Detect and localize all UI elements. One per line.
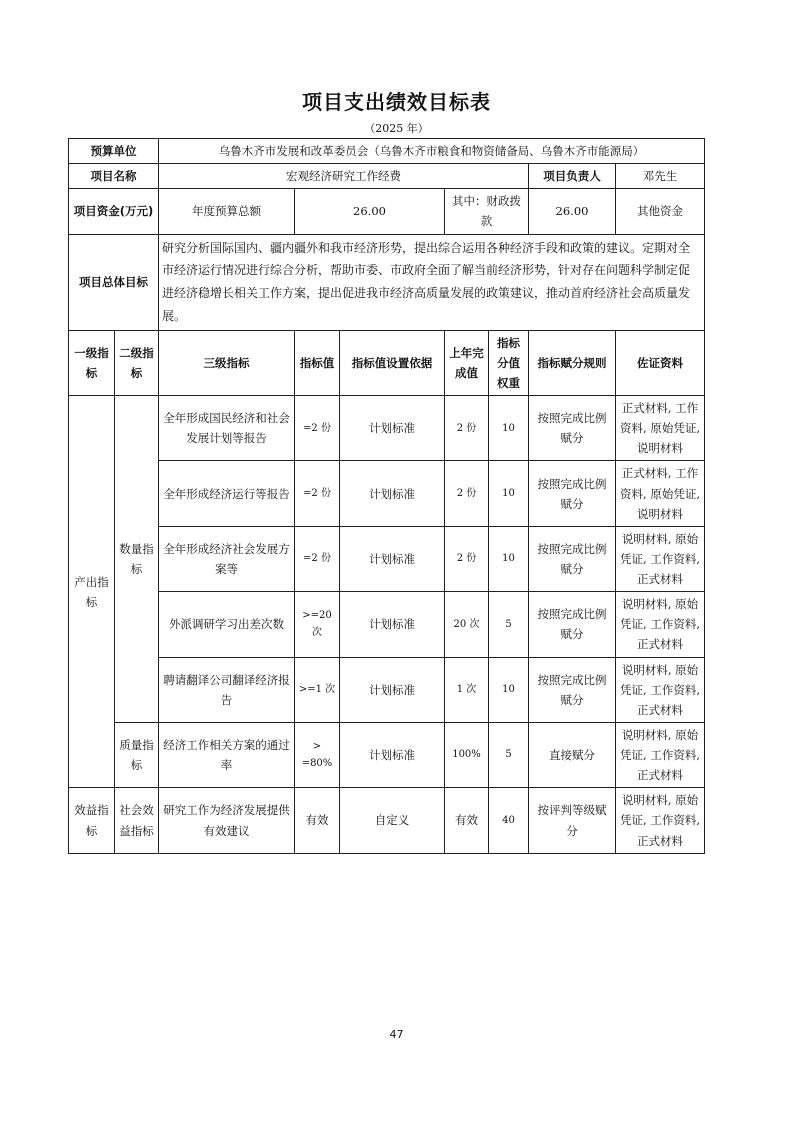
- header-rule: 指标赋分规则: [529, 330, 616, 395]
- indicator-basis: 自定义: [340, 788, 445, 853]
- performance-target-table: [68, 138, 705, 854]
- project-value: 宏观经济研究工作经费: [159, 164, 529, 189]
- indicator-evidence: 说明材料, 原始凭证, 工作资料, 正式材料: [616, 592, 705, 657]
- indicator-value: >=1 次: [295, 657, 340, 722]
- header-level1: 一级指标: [69, 330, 115, 395]
- indicator-weight: 5: [489, 722, 529, 787]
- indicator-evidence: 正式材料, 工作资料, 原始凭证, 说明材料: [616, 461, 705, 526]
- table-row: [69, 657, 705, 722]
- indicator-value: > =80%: [295, 722, 340, 787]
- indicator-value: =2 份: [295, 461, 340, 526]
- indicator-basis: 计划标准: [340, 461, 445, 526]
- goal-text: 研究分析国际国内、疆内疆外和我市经济形势，提出综合运用各种经济手段和政策的建议。定期对全市经济运行情况进行综合分析，帮助市委、市政府全面了解当前经济形势，针对存在问题科学制定促进经济稳增长相关工作方案，提出促进我市经济高质量发展的政策建议，推动首府经济社会高质量发展。: [159, 234, 705, 330]
- annual-value: 26.00: [295, 189, 445, 234]
- header-level2: 二级指标: [115, 330, 159, 395]
- indicator-name: 全年形成国民经济和社会发展计划等报告: [159, 396, 295, 461]
- indicator-evidence: 说明材料, 原始凭证, 工作资料, 正式材料: [616, 657, 705, 722]
- indicator-evidence: 正式材料, 工作资料, 原始凭证, 说明材料: [616, 396, 705, 461]
- indicator-rule: 按评判等级赋分: [529, 788, 616, 853]
- output-indicator-label: 产出指标: [69, 396, 115, 788]
- table-row: [69, 396, 705, 461]
- social-benefit-indicator-label: 社会效益指标: [115, 788, 159, 853]
- header-basis: 指标值设置依据: [340, 330, 445, 395]
- indicator-name: 研究工作为经济发展提供有效建议: [159, 788, 295, 853]
- header-evidence: 佐证资料: [616, 330, 705, 395]
- indicator-last-year: 20 次: [445, 592, 489, 657]
- benefit-indicator-label: 效益指标: [69, 788, 115, 853]
- indicator-basis: 计划标准: [340, 722, 445, 787]
- indicator-weight: 10: [489, 657, 529, 722]
- indicator-name: 全年形成经济运行等报告: [159, 461, 295, 526]
- quantity-indicator-label: 数量指标: [115, 396, 159, 723]
- annual-label: 年度预算总额: [159, 189, 295, 234]
- other-label: 其他资金: [616, 189, 705, 234]
- header-level3: 三级指标: [159, 330, 295, 395]
- goal-row: [69, 234, 705, 330]
- indicator-last-year: 有效: [445, 788, 489, 853]
- quality-indicator-label: 质量指标: [115, 722, 159, 787]
- indicator-weight: 10: [489, 396, 529, 461]
- header-last-year: 上年完成值: [445, 330, 489, 395]
- project-row: [69, 164, 705, 189]
- indicator-basis: 计划标准: [340, 526, 445, 591]
- indicator-last-year: 2 份: [445, 526, 489, 591]
- fiscal-value: 26.00: [529, 189, 616, 234]
- indicator-value: >=20 次: [295, 592, 340, 657]
- indicator-weight: 10: [489, 526, 529, 591]
- fund-label: 项目资金(万元): [69, 189, 159, 234]
- fiscal-label: 其中：财政拨款: [445, 189, 529, 234]
- indicator-rule: 按照完成比例赋分: [529, 461, 616, 526]
- owner-value: 邓先生: [616, 164, 705, 189]
- document-year: （2025 年）: [364, 122, 429, 135]
- header-row: [69, 330, 705, 395]
- indicator-rule: 直接赋分: [529, 722, 616, 787]
- indicator-basis: 计划标准: [340, 396, 445, 461]
- indicator-rule: 按照完成比例赋分: [529, 526, 616, 591]
- indicator-evidence: 说明材料, 原始凭证, 工作资料, 正式材料: [616, 722, 705, 787]
- indicator-last-year: 2 份: [445, 461, 489, 526]
- document-title: 项目支出绩效目标表: [302, 90, 491, 114]
- indicator-evidence: 说明材料, 原始凭证, 工作资料, 正式材料: [616, 788, 705, 853]
- indicator-name: 经济工作相关方案的通过率: [159, 722, 295, 787]
- indicator-value: 有效: [295, 788, 340, 853]
- indicator-rule: 按照完成比例赋分: [529, 396, 616, 461]
- indicator-rule: 按照完成比例赋分: [529, 592, 616, 657]
- indicator-last-year: 1 次: [445, 657, 489, 722]
- fund-row: [69, 189, 705, 234]
- table-row: [69, 722, 705, 787]
- indicator-value: =2 份: [295, 396, 340, 461]
- indicator-weight: 40: [489, 788, 529, 853]
- indicator-weight: 5: [489, 592, 529, 657]
- owner-label: 项目负责人: [529, 164, 616, 189]
- indicator-evidence: 说明材料, 原始凭证, 工作资料, 正式材料: [616, 526, 705, 591]
- indicator-rule: 按照完成比例赋分: [529, 657, 616, 722]
- indicator-last-year: 100%: [445, 722, 489, 787]
- table-row: [69, 788, 705, 853]
- header-value: 指标值: [295, 330, 340, 395]
- indicator-weight: 10: [489, 461, 529, 526]
- page-number: 47: [389, 1028, 404, 1041]
- indicator-name: 外派调研学习出差次数: [159, 592, 295, 657]
- unit-row: [69, 139, 705, 164]
- table-row: [69, 592, 705, 657]
- indicator-last-year: 2 份: [445, 396, 489, 461]
- unit-label: 预算单位: [69, 139, 159, 164]
- indicator-name: 聘请翻译公司翻译经济报告: [159, 657, 295, 722]
- project-label: 项目名称: [69, 164, 159, 189]
- indicator-name: 全年形成经济社会发展方案等: [159, 526, 295, 591]
- table-row: [69, 526, 705, 591]
- header-weight: 指标分值权重: [489, 330, 529, 395]
- indicator-basis: 计划标准: [340, 657, 445, 722]
- table-row: [69, 461, 705, 526]
- indicator-basis: 计划标准: [340, 592, 445, 657]
- unit-value: 乌鲁木齐市发展和改革委员会（乌鲁木齐市粮食和物资储备局、乌鲁木齐市能源局）: [159, 139, 705, 164]
- goal-label: 项目总体目标: [69, 234, 159, 330]
- indicator-value: =2 份: [295, 526, 340, 591]
